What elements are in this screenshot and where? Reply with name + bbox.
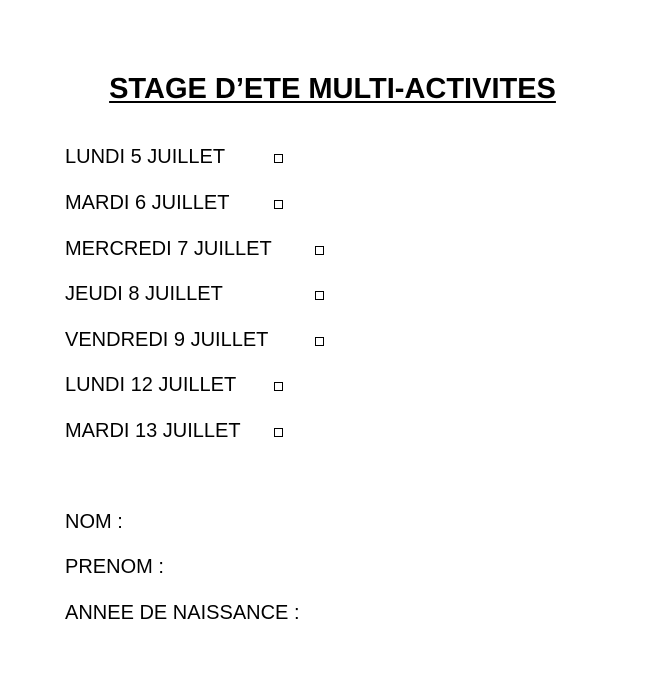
page-title <box>0 71 665 107</box>
checkbox-mercredi-7[interactable] <box>315 246 324 255</box>
checkbox-jeudi-8[interactable] <box>315 291 324 300</box>
checkbox-vendredi-9[interactable] <box>315 337 324 346</box>
day-label-mercredi-7: MERCREDI 7 JUILLET <box>65 238 272 260</box>
day-label-lundi-5: LUNDI 5 JUILLET <box>65 146 226 168</box>
field-nom[interactable]: NOM : <box>65 511 123 533</box>
page-title-text: STAGE D’ETE MULTI-ACTIVITES <box>109 73 556 105</box>
day-label-jeudi-8: JEUDI 8 JUILLET <box>65 283 223 305</box>
checkbox-mardi-6[interactable] <box>274 200 283 209</box>
field-annee-de-naissance[interactable]: ANNEE DE NAISSANCE : <box>65 602 300 624</box>
checkbox-lundi-12[interactable] <box>274 382 283 391</box>
field-prenom[interactable]: PRENOM : <box>65 556 164 578</box>
checkbox-lundi-5[interactable] <box>274 154 283 163</box>
day-label-lundi-12: LUNDI 12 JUILLET <box>65 374 237 396</box>
day-label-mardi-6: MARDI 6 JUILLET <box>65 192 230 214</box>
day-label-vendredi-9: VENDREDI 9 JUILLET <box>65 329 269 351</box>
checkbox-mardi-13[interactable] <box>274 428 283 437</box>
day-label-mardi-13: MARDI 13 JUILLET <box>65 420 241 442</box>
